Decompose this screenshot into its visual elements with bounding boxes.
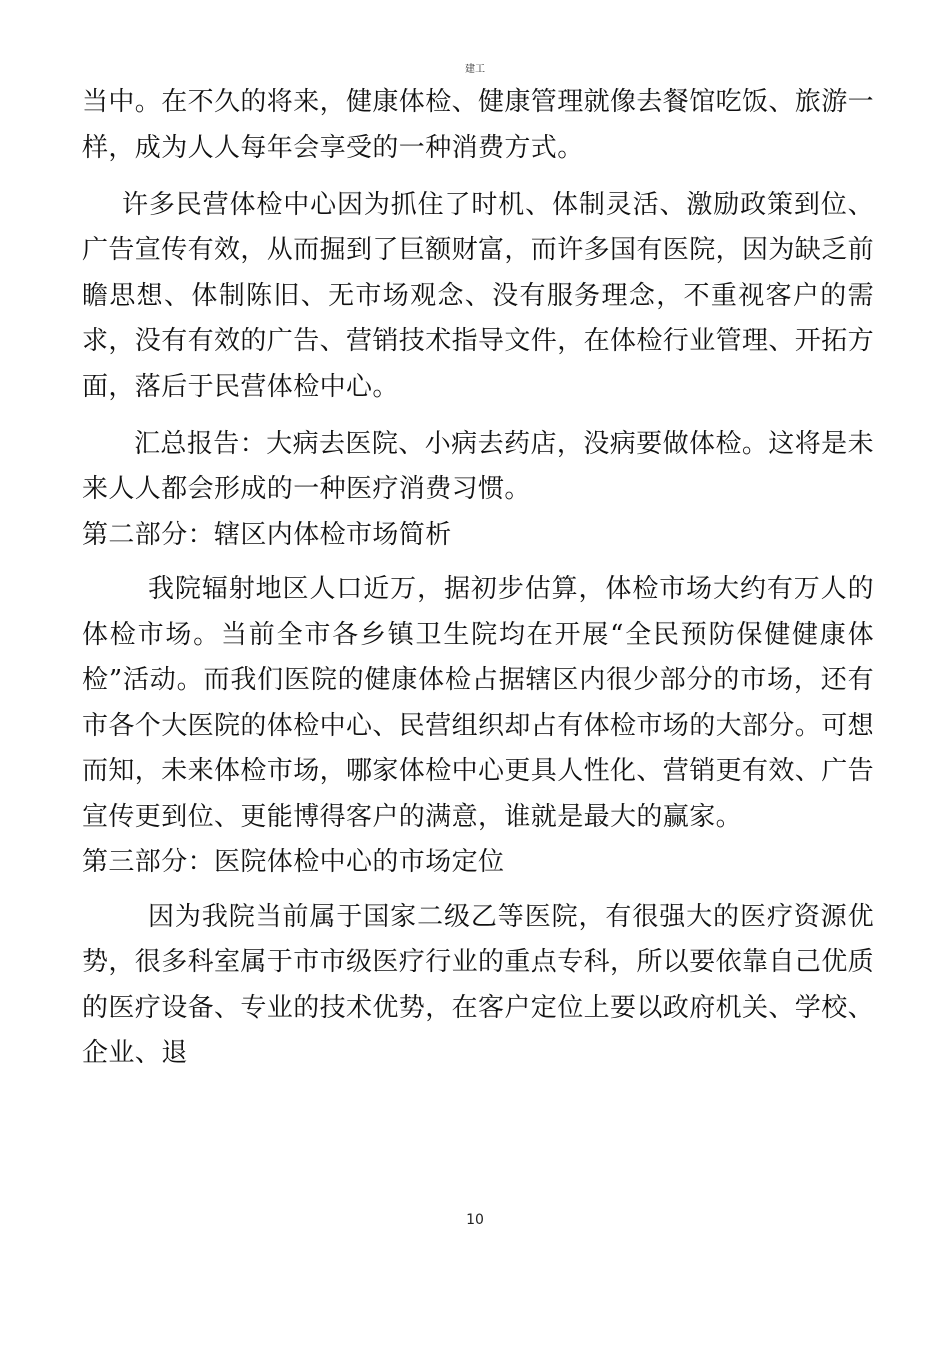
- paragraph-market-positioning: 因为我院当前属于国家二级乙等医院，有很强大的医疗资源优势，很多科室属于市市级医疗行业的重点专科，所以要依靠自己优质的医疗设备、专业的技术优势，在客户定位上要以政府机关、学校、企业、退: [82, 901, 875, 1068]
- section-heading-part-three: 第三部分：医院体检中心的市场定位: [82, 847, 505, 877]
- paragraph-summary: 汇总报告：大病去医院、小病去药店，没病要做体检。这将是未来人人都会形成的一种医疗消费习惯。: [82, 428, 874, 504]
- section-heading-part-two: 第二部分：辖区内体检市场简析: [82, 519, 452, 550]
- paragraph-intro-continuation: 当中。在不久的将来，健康体检、健康管理就像去餐馆吃饭、旅游一样，成为人人每年会享受的一种消费方式。: [82, 87, 875, 163]
- paragraph-market-analysis: 我院辐射地区人口近万，据初步估算，体检市场大约有万人的体检市场。当前全市各乡镇卫生院均在开展“全民预防保健健康体检”活动。而我们医院的健康体检占据辖区内很少部分的市场，还有市各个大医院的体检中心、民营组织却占有体检市场的大部分。可想而知，未来体检市场，哪家体检中心更具人性化、营销更有效、广告宣传更到位、更能博得客户的满意，谁就是最大的赢家。: [82, 574, 875, 832]
- document-body: [82, 80, 874, 1077]
- page-number: 10: [466, 1212, 484, 1228]
- paragraph-private-centers: 许多民营体检中心因为抓住了时机、体制灵活、激励政策到位、广告宣传有效，从而掘到了巨额财富，而许多国有医院，因为缺乏前瞻思想、体制陈旧、无市场观念、没有服务理念，不重视客户的需求，没有有效的广告、营销技术指导文件，在体检行业管理、开拓方面，落后于民营体检中心。: [82, 189, 875, 402]
- page-header: 建工: [465, 64, 485, 75]
